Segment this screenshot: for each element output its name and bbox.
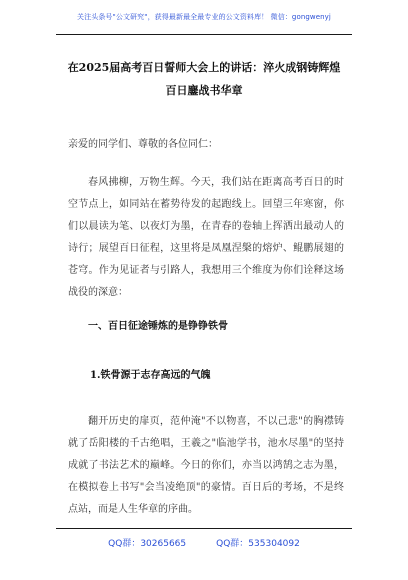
footer-contact (0, 536, 408, 549)
footer-qq-group-1: QQ群：30265665 (108, 539, 187, 549)
paragraph-body: 翻开历史的扉页，范仲淹"不以物喜，不以己悲"的胸襟铸就了岳阳楼的千古绝唱，王羲之"临池学书，池水尽墨"的坚持成就了书法艺术的巅峰。今日的你们，亦当以鸿鹄之志为墨，在模拟卷上书写"会当凌绝顶"的豪情。百日后的考场，不是终点站，而是人生华章的序曲。 (68, 416, 344, 515)
footer-qq-group-2: QQ群：535304092 (216, 539, 300, 549)
footer-divider (56, 528, 352, 529)
section-heading-1: 一、百日征途锤炼的是铮铮铁骨 (88, 321, 228, 332)
document-title: 在2025届高考百日誓师大会上的讲话：淬火成钢铸辉煌百日鏖战书华章 (67, 61, 341, 97)
header-divider (56, 34, 352, 35)
subsection-heading-1: 1.铁骨源于志存高远的气魄 (90, 370, 211, 381)
header-banner: 关注头条号"公文研究"，获得最新最全最专业的公文资料库！ 微信：gongwenyj (77, 13, 331, 21)
paragraph-intro: 春风拂柳，万物生辉。今天，我们站在距离高考百日的时空节点上，如同站在蓄势待发的起跑线上。回望三年寒窗，你们以晨读为笔、以夜灯为墨，在青春的卷轴上挥洒出最动人的诗行；展望百日征程，这里将是凤凰涅槃的熔炉、鲲鹏展翅的苍穹。作为见证者与引路人，我想用三个维度为你们诠释这场战役的深意： (68, 177, 344, 298)
greeting-text: 亲爱的同学们、尊敬的各位同仁： (68, 139, 218, 150)
